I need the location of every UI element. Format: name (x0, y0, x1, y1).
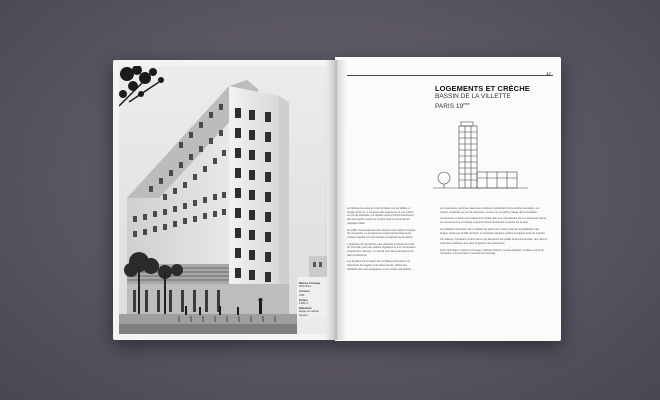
paragraph: Les façades sur le bassin de La Villette présentent une alternance de loggias et de baies vitrées, offrant aux habitants des vues dégagées et une lumière abondante. (347, 260, 412, 271)
building-photo-illustration (119, 66, 327, 334)
building-photo (119, 66, 327, 334)
text-column-1 (347, 207, 417, 275)
elevation-sketch (433, 120, 528, 196)
paragraph: Fiche technique: maîtrise d'ouvrage, maîtrise d'œuvre, bureau d'études, surface et coût de l'opération sont précisés en annexe de l'ouvrage. (440, 248, 544, 256)
caption-key-2: Livraison (299, 290, 310, 294)
photo-caption-box (297, 277, 327, 334)
text-column-2 (440, 207, 548, 259)
left-page (113, 60, 335, 340)
caption-value-3: 6 800 m² (299, 302, 309, 306)
page-title: LOGEMENTS ET CRÈCHE (435, 84, 530, 93)
right-page (335, 57, 561, 341)
header-rule (347, 75, 553, 76)
paragraph: La structure en béton est revêtue d'un enduit clair. Les menuiseries sont en aluminium laqué. Le couronnement en attique marque la limite de hauteur imposée sur le quai. (440, 217, 547, 225)
paragraph: Les logements, généreux dans leurs surfaces, bénéficient d'une double orientation. La crèche, implantée au rez-de-chaussée, s'ouvre sur un jardin protégé de la circulation. (440, 207, 539, 214)
page-number: 17 (546, 71, 551, 76)
caption-key-4: Réalisation (299, 307, 312, 311)
page-subtitle-line1: BASSIN DE LA VILLETTE (435, 93, 511, 100)
paragraph: Le bâtiment se situe en bord de bassin de La Villette, à l'angle de la rue. Il comporte des logements et une crèche en rez-de-chaussée. La façade reprend l'ordonnancement des immeubles voisins et s'inscrit dans la continuité du paysage urbain. (347, 207, 414, 225)
open-brochure (113, 57, 561, 341)
caption-key-1: Maîtrise d'ouvrage (299, 282, 321, 285)
title-block (435, 85, 555, 110)
page-subtitle-line2 (435, 101, 555, 111)
paragraph: La réalisation du bassin de La Villette fait partie d'un vaste projet de requalification des berges, lancé par la Ville de Paris, et associant espaces publics et équipements de quartier. (440, 227, 546, 235)
paragraph: Par ailleurs, l'opération s'inscrit dans une démarche de qualité environnementale, tant dans le choix des matériaux que dans la gestion des ressources. (440, 238, 548, 245)
paragraph: L'opération de l'architecte s'est attachée à préserver l'unité du front bâti, avec des saillies régulières et une composition soignée des volumes, en accord avec les prescriptions du plan d'urbanisme. (347, 242, 416, 257)
subtitle-superscript: ème (463, 101, 470, 106)
caption-key-3: Surface (299, 298, 308, 302)
subtitle-city: PARIS 19 (435, 102, 464, 110)
paragraph: En 1992, l'aménagement des abords a été confié à l'équipe de conception. Le programme comprend des logements sociaux répartis sur neuf niveaux au-dessus de la crèche. (347, 228, 416, 239)
caption-value-4: Équipe de maîtrise d'œuvre (299, 310, 319, 317)
caption-value-2: 1996 (299, 293, 305, 297)
caption-value-1: RIVP, Paris (299, 285, 312, 289)
